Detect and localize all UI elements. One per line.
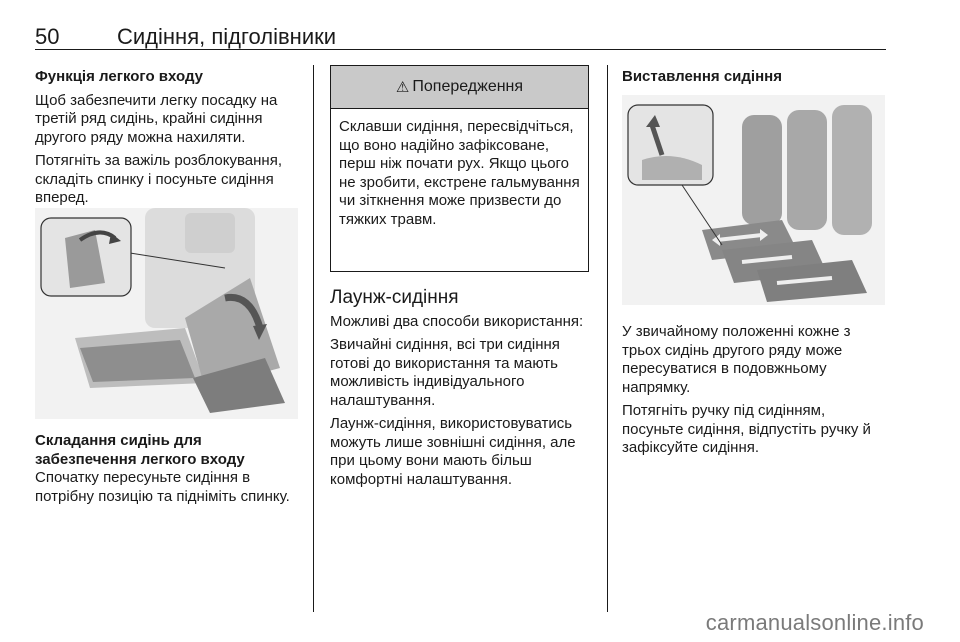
warning-box	[330, 65, 589, 272]
seat-adjust-heading: Виставлення сидіння	[622, 68, 782, 85]
lounge-section-title: Лаунж-сидіння	[330, 287, 459, 308]
folding-heading: Складання сидінь для забезпечення легкого входу	[35, 432, 245, 468]
seat-adjust-paragraph-2: Потягніть ручку під сидінням, посуньте сидіння, відпустіть ручку й зафіксуйте сидіння.	[622, 402, 871, 456]
page-number: 50	[35, 24, 60, 49]
lounge-paragraph-2: Звичайні сидіння, всі три сидіння готові до використання та мають можливість індивідуального налаштування.	[330, 336, 560, 409]
warning-icon: ⚠	[395, 79, 410, 96]
easy-entry-illustration	[35, 208, 298, 419]
middle-column-text	[330, 289, 592, 494]
column-divider-left	[313, 65, 314, 612]
page-title: Сидіння, підголівники	[117, 24, 337, 49]
right-column-text	[622, 323, 890, 463]
warning-text: Склавши сидіння, пересвідчіться, що воно надійно зафіксоване, перш ніж почати рух. Якщо цього не зробити, екстрене гальмування чи зіткнення може призвести до тяжких травм.	[339, 118, 580, 228]
warning-header	[331, 66, 588, 109]
easy-entry-paragraph: Щоб забезпечити легку посадку на третій ряд сидінь, крайні сидіння другого ряду можна нахиляти.	[35, 91, 278, 146]
left-column-bottom	[35, 432, 303, 511]
lounge-paragraph-1: Можливі два способи використання:	[330, 312, 584, 330]
warning-title: Попередження	[412, 78, 524, 95]
seat-adjust-paragraph-1: У звичайному положенні кожне з трьох сидінь другого ряду може пересуватися в подовжньому напрямку.	[622, 323, 851, 396]
lounge-paragraph-3: Лаунж-сидіння, використовуватись можуть лише зовнішні сидіння, але при цьому вони мають більш комфортні налаштування.	[330, 415, 576, 488]
folding-paragraph: Спочатку пересуньте сидіння в потрібну позицію та підніміть спинку.	[35, 469, 290, 505]
left-column-top	[35, 68, 303, 213]
column-divider-right	[607, 65, 608, 612]
right-column-heading	[622, 68, 890, 92]
easy-entry-heading: Функція легкого входу	[35, 68, 203, 85]
easy-entry-instruction: Потягніть за важіль розблокування, складіть спинку і посуньте сидіння вперед.	[35, 152, 282, 206]
header-divider	[35, 49, 886, 50]
page-header	[35, 22, 885, 52]
seat-adjust-illustration	[622, 95, 885, 305]
watermark-text: carmanualsonline.info	[705, 610, 924, 635]
